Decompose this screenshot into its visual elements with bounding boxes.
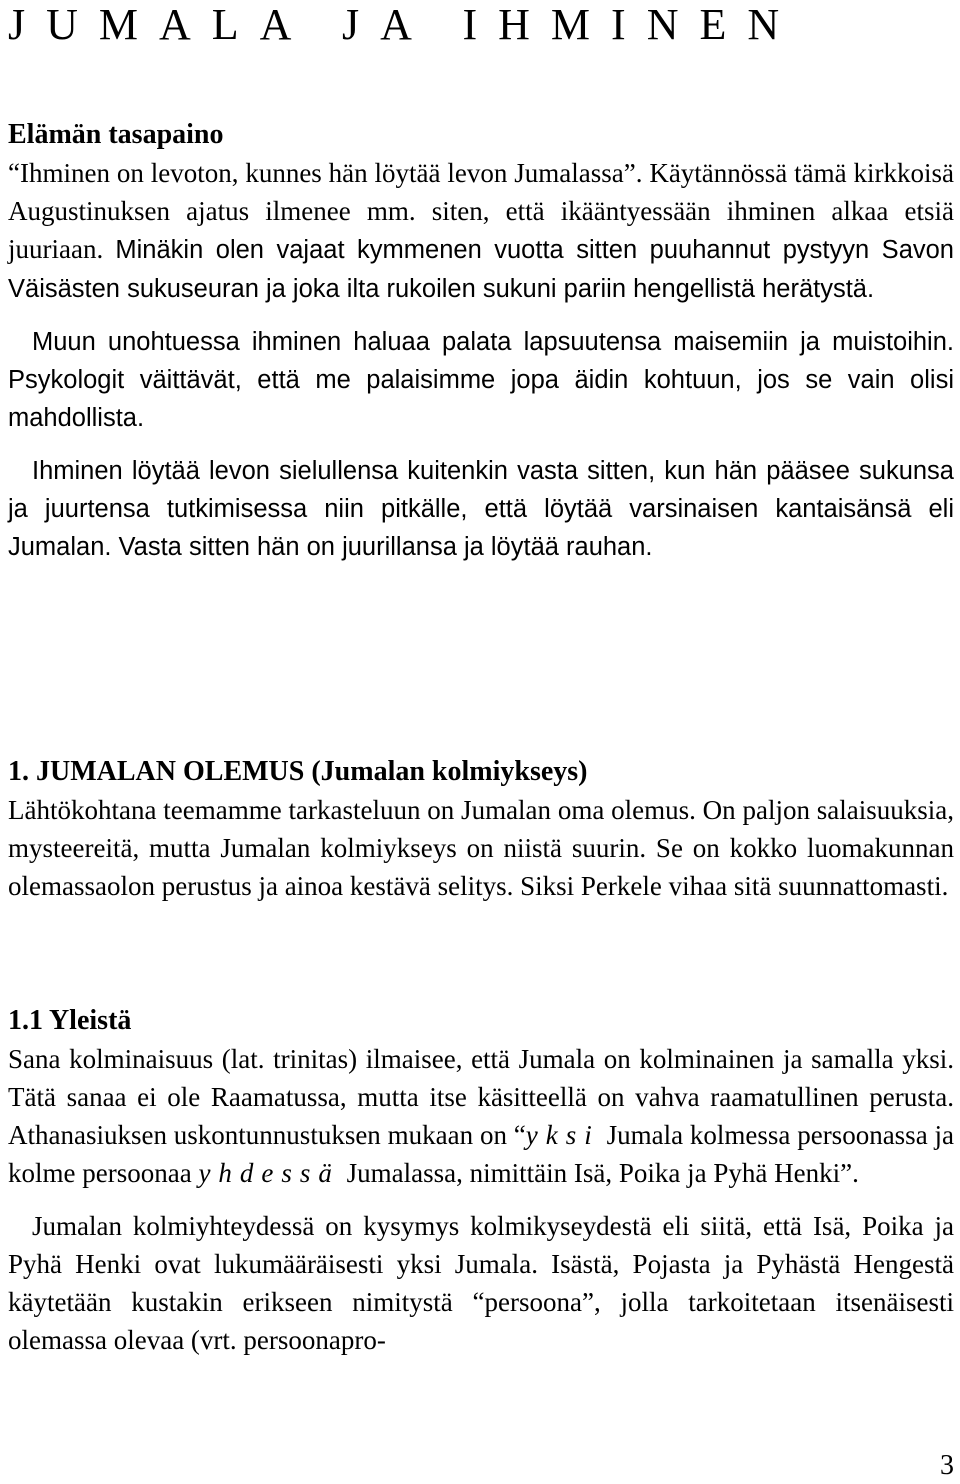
intro-paragraph-3: Ihminen löytää levon sielullensa kuitenkin vasta sitten, kun hän pääsee sukunsa ja juurtensa tutkimisessa niin pitkälle, että löytää varsinaisen kantaisänsä eli Jumalan. Vasta sitten hän on juurillansa ja löytää rauhan. <box>8 457 954 561</box>
section-1-paragraph-1: Lähtökohtana teemamme tarkasteluun on Jumalan oma olemus. On paljon salaisuuksia, mysteereitä, mutta Jumalan kolmiykseys on niistä suurin. Se on kokko luomakunnan olemassaolon perustus ja ainoa kestävä selitys. Siksi Perkele vihaa sitä suunnattomasti. <box>8 795 954 901</box>
intro-paragraph-2: Muun unohtuessa ihminen haluaa palata lapsuutensa maisemiin ja muistoihin. Psykologit väittävät, että me palaisimme jopa äidin kohtuun, jos se vain olisi mahdollista. <box>8 328 954 432</box>
section-1-heading-main: 1. JUMALAN OLEMUS <box>8 756 305 787</box>
section-1-1-heading: 1.1 Yleistä <box>8 1005 132 1036</box>
section-1-heading <box>8 753 954 791</box>
intro-section <box>8 116 954 566</box>
emphasis-yhdessa: yhdessä <box>198 1158 340 1188</box>
section-1-1 <box>8 1002 954 1359</box>
section-1-heading-sub: (Jumalan kolmiykseys) <box>311 756 588 787</box>
intro-paragraph-1-serif: “Ihminen on levoton, kunnes hän löytää levon Jumalassa”. Käytännössä tämä kirkkoisä Augustinuksen ajatus ilmenee mm. siten, että ikääntyessään ihminen alkaa etsiä juuriaan. <box>8 158 954 264</box>
page-number: 3 <box>940 1450 954 1481</box>
section-1-1-paragraph-2: Jumalan kolmiyhteydessä on kysymys kolmikyseydestä eli siitä, että Isä, Poika ja Pyhä Henki ovat lukumääräisesti yksi Jumala. Isästä, Pojasta ja Pyhästä Hengestä käytetään kustakin erikseen nimitystä “persoona”, jolla tarkoitetaan itsenäisesti olemassa olevaa (vrt. persoonapro- <box>8 1211 954 1355</box>
intro-paragraph-1 <box>8 154 954 308</box>
intro-heading: Elämän tasapaino <box>8 119 224 150</box>
emphasis-yksi: yksi <box>525 1120 600 1150</box>
section-1-1-text-c: Jumalassa, nimittäin Isä, Poika ja Pyhä Henki”. <box>339 1158 859 1188</box>
page-title: JUMALA JA IHMINEN <box>8 0 801 49</box>
section-1-1-text-b: Jumala kolmessa persoonassa ja kolme persoonaa <box>8 1120 954 1188</box>
intro-paragraph-1-sans: Minäkin olen vajaat kymmenen vuotta sitten puuhannut pystyyn Savon Väisästen sukuseuran ja joka ilta rukoilen sukuni pariin hengellistä herätystä. <box>8 236 954 303</box>
section-1-1-text-a: Sana kolminaisuus (lat. trinitas) ilmaisee, että Jumala on kolminainen ja samalla yksi. Tätä sanaa ei ole Raamatussa, mutta itse käsitteellä on vahva raamatullinen perusta. Athanasiuksen uskontunnustuksen mukaan on “ <box>8 1044 954 1150</box>
section-1-1-paragraph-1 <box>8 1040 954 1192</box>
section-1 <box>8 753 954 905</box>
